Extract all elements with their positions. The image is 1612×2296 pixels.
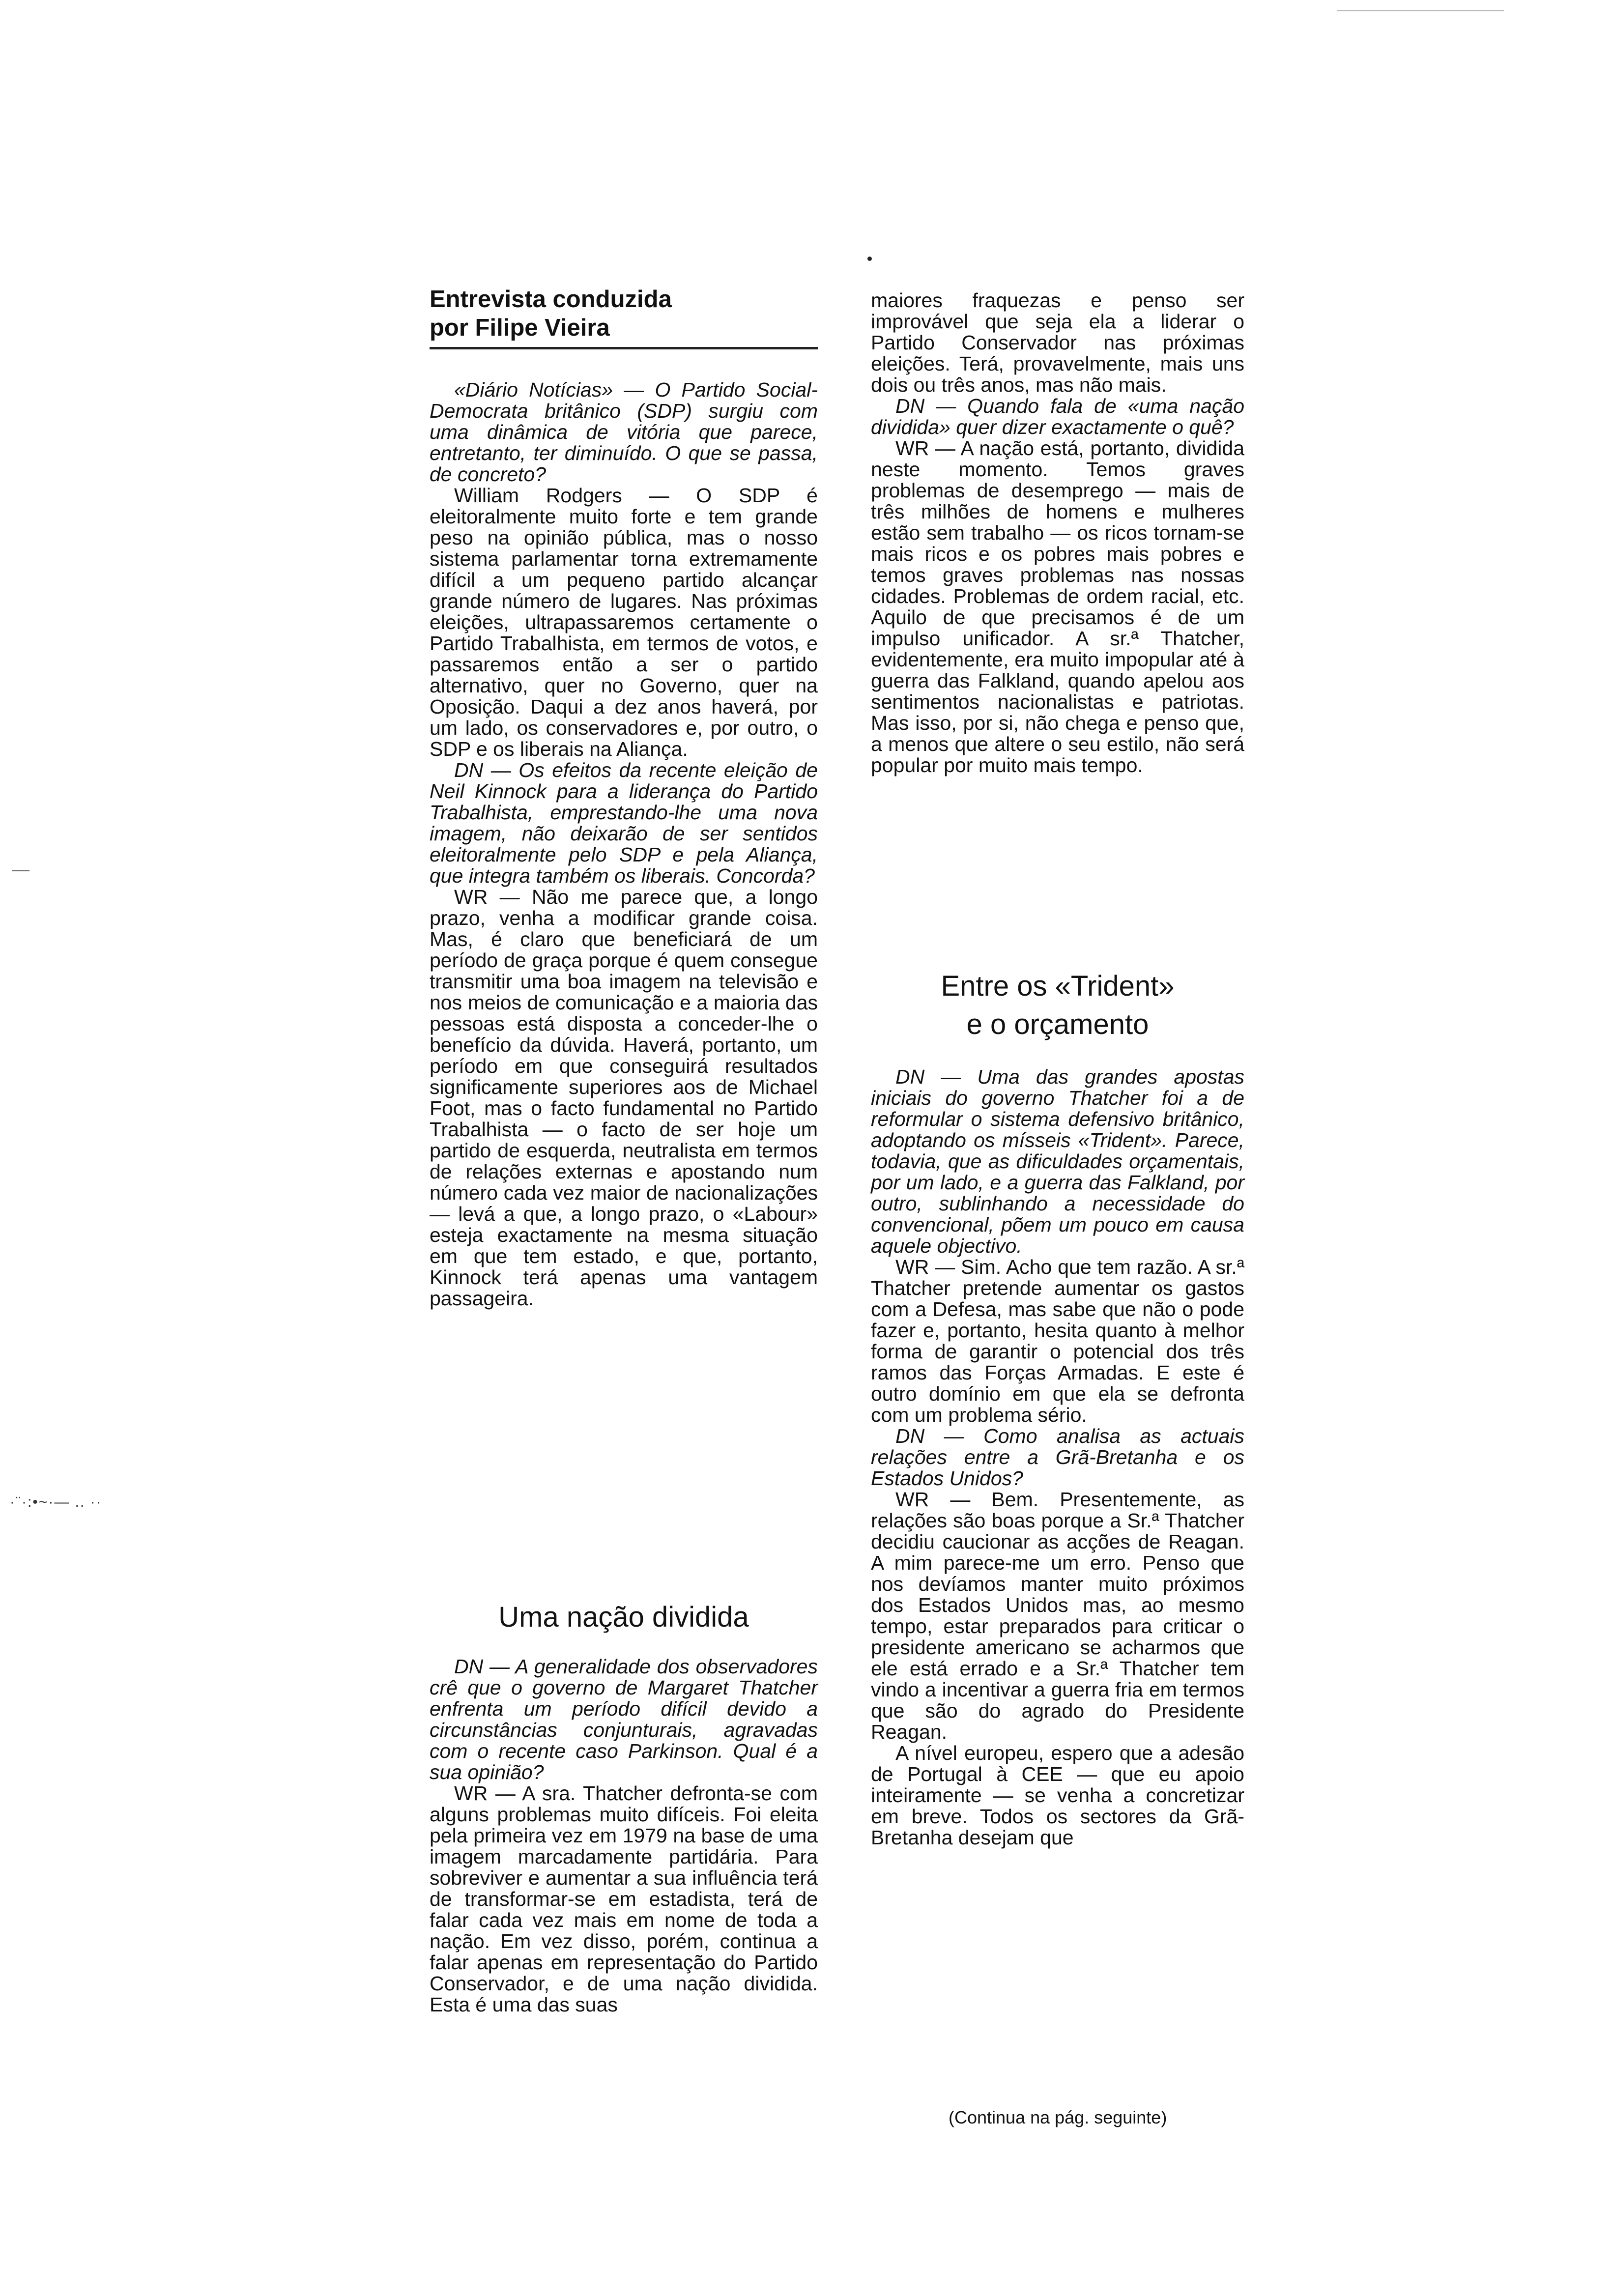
paragraph: DN — A generalidade dos observadores crê que o governo de Margaret Thatcher enfrenta um período difícil devido a circunstâncias conjunturais, agravadas com o recente caso Parkinson. Qual é a sua opinião? xyxy=(430,1655,818,1783)
paragraph: WR — A nação está, portanto, dividida neste momento. Temos graves problemas de desemprego — mais de três milhões de homens e mulheres estão sem trabalho — os ricos tornam-se mais ricos e os pobres mais pobres e temos graves problemas nas nossas cidades. Problemas de ordem racial, etc. Aquilo de que precisamos é de um impulso unificador. A sr.ª Thatcher, evidentemente, era muito impopular até à guerra das Falkland, quando apelou aos sentimentos nacionalistas e patriotas. Mas isso, por si, não chega e penso que, a menos que altere o seu estilo, não será popular por muito mais tempo. xyxy=(871,437,1244,776)
subheading-line-1: Entre os «Trident» xyxy=(941,970,1175,1002)
scan-edge-mark xyxy=(12,870,29,871)
subheading-nacao-dividida: Uma nação dividida xyxy=(498,1601,749,1633)
paragraph: WR — A sra. Thatcher defronta-se com alguns problemas muito difíceis. Foi eleita pela primeira vez em 1979 na base de uma imagem marcadamente partidária. Para sobreviver e aumentar a sua influência terá de transformar-se em estadista, terá de falar cada vez mais em nome de toda a nação. Em vez disso, porém, continua a falar apenas em representação do Partido Conservador, e de uma nação dividida. Esta é uma das suas xyxy=(430,1782,818,2016)
scan-margin-marks: ·¨·:•~·— .. ·· xyxy=(10,1494,102,1510)
subheading-line-2: e o orçamento xyxy=(966,1008,1149,1040)
article-body-1 xyxy=(430,379,818,1309)
byline xyxy=(430,285,818,342)
paragraph: WR — Não me parece que, a longo prazo, venha a modificar grande coisa. Mas, é claro que beneficiará de um período de graça porque é quem consegue transmitir uma boa imagem na televisão e nos meios de comunicação e a maioria das pessoas está disposta a conceder-lhe o benefício da dúvida. Haverá, portanto, um período em que conseguirá resultados significamente superiores aos de Michael Foot, mas o facto fundamental no Partido Trabalhista — o facto de ser hoje um partido de esquerda, neutralista em termos de relações externas e apostando num número cada vez maior de nacionalizações — levá a que, a longo prazo, o «Labour» esteja exactamente na mesma situação em que tem estado, e que, portanto, Kinnock terá apenas uma vantagem passageira. xyxy=(430,886,818,1310)
paragraph: DN — Como analisa as actuais relações entre a Grã-Bretanha e os Estados Unidos? xyxy=(871,1425,1244,1490)
scan-top-line xyxy=(1337,10,1504,11)
article-body-2 xyxy=(430,1656,818,2015)
scan-dot xyxy=(867,257,872,261)
subheading-trident xyxy=(871,967,1244,1044)
article-body-3 xyxy=(871,290,1244,776)
paragraph: WR — Sim. Acho que tem razão. A sr.ª Thatcher pretende aumentar os gastos com a Defesa, mas sabe que não o pode fazer e, portanto, hesita quanto à melhor forma de garantir o potencial dos três ramos das Forças Armadas. E este é outro domínio em que ela se defronta com um problema sério. xyxy=(871,1256,1244,1426)
byline-line-1: Entrevista conduzida xyxy=(430,286,672,313)
byline-line-2: por Filipe Vieira xyxy=(430,315,610,341)
byline-rule xyxy=(430,347,818,349)
paragraph: DN — Os efeitos da recente eleição de Neil Kinnock para a liderança do Partido Trabalhista, emprestando-lhe uma nova imagem, não deixarão de ser sentidos eleitoralmente pelo SDP e pela Aliança, que integra também os liberais. Concorda? xyxy=(430,759,818,887)
paragraph: maiores fraquezas e penso ser improvável que seja ela a liderar o Partido Conservador nas próximas eleições. Terá, provavelmente, mais uns dois ou três anos, mas não mais. xyxy=(871,289,1244,396)
paragraph: DN — Quando fala de «uma nação dividida» quer dizer exactamente o quê? xyxy=(871,395,1244,438)
article-body-4 xyxy=(871,1066,1244,1848)
continuation-note: (Continua na pág. seguinte) xyxy=(949,2107,1167,2127)
paragraph: William Rodgers — O SDP é eleitoralmente muito forte e tem grande peso na opinião pública, mas o nosso sistema parlamentar torna extremamente difícil a um pequeno partido alcançar grande número de lugares. Nas próximas eleições, ultrapassaremos certamente o Partido Trabalhista, em termos de votos, e passaremos então a ser o partido alternativo, quer no Governo, quer na Oposição. Daqui a dez anos haverá, por um lado, os conservadores e, por outro, o SDP e os liberais na Aliança. xyxy=(430,484,818,760)
paragraph: A nível europeu, espero que a adesão de Portugal à CEE — que eu apoio inteiramente — se venha a concretizar em breve. Todos os sectores da Grã-Bretanha desejam que xyxy=(871,1742,1244,1849)
paragraph: DN — Uma das grandes apostas iniciais do governo Thatcher foi a de reformular o sistema defensivo britânico, adoptando os mísseis «Trident». Parece, todavia, que as dificuldades orçamentais, por um lado, e a guerra das Falkland, por outro, sublinhando a necessidade do convencional, põem um pouco em causa aquele objectivo. xyxy=(871,1065,1244,1257)
paragraph: «Diário Notícias» — O Partido Social-Democrata britânico (SDP) surgiu com uma dinâmica de vitória que parece, entretanto, ter diminuído. O que se passa, de concreto? xyxy=(430,378,818,486)
paragraph: WR — Bem. Presentemente, as relações são boas porque a Sr.ª Thatcher decidiu caucionar as acções de Reagan. A mim parece-me um erro. Penso que nos devíamos manter muito próximos dos Estados Unidos mas, ao mesmo tempo, estar preparados para criticar o presidente americano se acharmos que ele está errado e a Sr.ª Thatcher tem vindo a incentivar a guerra fria em termos que são do agrado do Presidente Reagan. xyxy=(871,1488,1244,1743)
